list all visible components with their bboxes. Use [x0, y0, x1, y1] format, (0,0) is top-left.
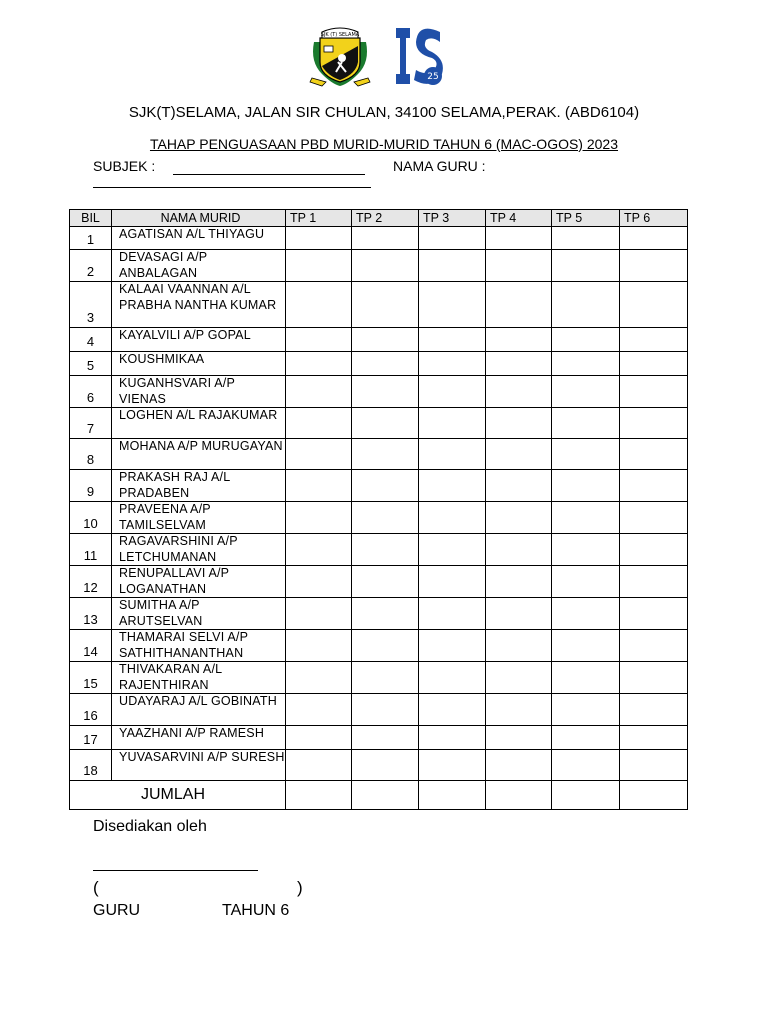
tp4-cell[interactable] [486, 534, 552, 566]
tp5-cell[interactable] [552, 662, 620, 694]
row-number: 13 [70, 598, 112, 630]
tp6-cell[interactable] [620, 439, 688, 470]
tp3-cell[interactable] [419, 566, 486, 598]
student-name: LOGHEN A/L RAJAKUMAR [112, 408, 286, 439]
table-row [70, 282, 688, 328]
tp1-cell[interactable] [286, 250, 352, 282]
name-paren-open: ( [93, 878, 99, 897]
tp2-cell[interactable] [352, 408, 419, 439]
tp1-cell[interactable] [286, 694, 352, 726]
svg-text:25: 25 [427, 72, 439, 82]
col-header-tp6: TP 6 [620, 210, 688, 227]
tp2-cell[interactable] [352, 352, 419, 376]
tp3-cell[interactable] [419, 282, 486, 328]
tp4-cell[interactable] [486, 726, 552, 750]
row-number: 4 [70, 328, 112, 352]
student-name: UDAYARAJ A/L GOBINATH [112, 694, 286, 726]
total-tp5-cell[interactable] [552, 781, 620, 810]
tp3-cell[interactable] [419, 328, 486, 352]
table-row [70, 662, 688, 694]
row-number: 8 [70, 439, 112, 470]
tp3-cell[interactable] [419, 630, 486, 662]
table-row [70, 534, 688, 566]
col-header-tp3: TP 3 [419, 210, 486, 227]
tp6-cell[interactable] [620, 534, 688, 566]
tp6-cell[interactable] [620, 598, 688, 630]
school-crest-logo [308, 22, 372, 88]
row-number: 15 [70, 662, 112, 694]
tp1-cell[interactable] [286, 502, 352, 534]
col-header-nama: NAMA MURID [112, 210, 286, 227]
col-header-tp5: TP 5 [552, 210, 620, 227]
row-number: 14 [70, 630, 112, 662]
row-number: 6 [70, 376, 112, 408]
tp5-cell[interactable] [552, 750, 620, 781]
row-number: 1 [70, 227, 112, 250]
total-row [70, 781, 688, 810]
tp6-cell[interactable] [620, 282, 688, 328]
tp5-cell[interactable] [552, 227, 620, 250]
nama-guru-label: NAMA GURU : [393, 158, 486, 174]
tp1-cell[interactable] [286, 376, 352, 408]
table-row [70, 502, 688, 534]
tp4-cell[interactable] [486, 470, 552, 502]
signature-line [93, 870, 258, 871]
tp5-cell[interactable] [552, 470, 620, 502]
tp4-cell[interactable] [486, 598, 552, 630]
tp2-cell[interactable] [352, 439, 419, 470]
row-number: 3 [70, 282, 112, 328]
student-table [69, 209, 688, 810]
tp3-cell[interactable] [419, 408, 486, 439]
student-name: KALAAI VAANNAN A/L PRABHA NANTHA KUMAR [112, 282, 286, 328]
tp2-cell[interactable] [352, 630, 419, 662]
tp5-cell[interactable] [552, 439, 620, 470]
row-number: 11 [70, 534, 112, 566]
student-name: DEVASAGI A/P ANBALAGAN [112, 250, 286, 282]
table-row [70, 726, 688, 750]
tp6-cell[interactable] [620, 566, 688, 598]
tp1-cell[interactable] [286, 227, 352, 250]
student-name: KOUSHMIKAA [112, 352, 286, 376]
tp2-cell[interactable] [352, 694, 419, 726]
tp2-cell[interactable] [352, 470, 419, 502]
tp2-cell[interactable] [352, 726, 419, 750]
tp6-cell[interactable] [620, 662, 688, 694]
student-name: RENUPALLAVI A/P LOGANATHAN [112, 566, 286, 598]
tp4-cell[interactable] [486, 694, 552, 726]
tp6-cell[interactable] [620, 408, 688, 439]
tp3-cell[interactable] [419, 470, 486, 502]
row-number: 16 [70, 694, 112, 726]
student-name: MOHANA A/P MURUGAYAN [112, 439, 286, 470]
student-name: AGATISAN A/L THIYAGU [112, 227, 286, 250]
tp2-cell[interactable] [352, 227, 419, 250]
student-name: KUGANHSVARI A/P VIENAS [112, 376, 286, 408]
tp2-cell[interactable] [352, 502, 419, 534]
tp5-cell[interactable] [552, 566, 620, 598]
tp6-cell[interactable] [620, 750, 688, 781]
tp2-cell[interactable] [352, 282, 419, 328]
tp5-cell[interactable] [552, 726, 620, 750]
student-name: PRAVEENA A/P TAMILSELVAM [112, 502, 286, 534]
table-row [70, 750, 688, 781]
tp2-cell[interactable] [352, 750, 419, 781]
student-name: THAMARAI SELVI A/P SATHITHANANTHAN [112, 630, 286, 662]
total-tp2-cell[interactable] [352, 781, 419, 810]
tp6-cell[interactable] [620, 352, 688, 376]
tp4-cell[interactable] [486, 502, 552, 534]
tp5-cell[interactable] [552, 534, 620, 566]
tp3-cell[interactable] [419, 750, 486, 781]
col-header-tp4: TP 4 [486, 210, 552, 227]
student-name: THIVAKARAN A/L RAJENTHIRAN [112, 662, 286, 694]
tp5-cell[interactable] [552, 630, 620, 662]
tp4-cell[interactable] [486, 328, 552, 352]
tp6-cell[interactable] [620, 630, 688, 662]
table-row [70, 630, 688, 662]
table-row [70, 408, 688, 439]
tp4-cell[interactable] [486, 227, 552, 250]
svg-text:SJK (T) SELAMA: SJK (T) SELAMA [320, 32, 360, 38]
col-header-tp1: TP 1 [286, 210, 352, 227]
table-header-row [70, 210, 688, 227]
tp4-cell[interactable] [486, 662, 552, 694]
col-header-bil: BIL [70, 210, 112, 227]
tp6-cell[interactable] [620, 726, 688, 750]
tp2-cell[interactable] [352, 534, 419, 566]
tp2-cell[interactable] [352, 328, 419, 352]
school-address: SJK(T)SELAMA, JALAN SIR CHULAN, 34100 SELAMA,PERAK. (ABD6104) [128, 104, 640, 121]
tp1-cell[interactable] [286, 726, 352, 750]
logo-bar [0, 22, 768, 92]
student-name: SUMITHA A/P ARUTSELVAN [112, 598, 286, 630]
tp4-cell[interactable] [486, 439, 552, 470]
tp3-cell[interactable] [419, 534, 486, 566]
row-number: 17 [70, 726, 112, 750]
tp2-cell[interactable] [352, 598, 419, 630]
tp5-cell[interactable] [552, 250, 620, 282]
tp3-cell[interactable] [419, 439, 486, 470]
tp6-cell[interactable] [620, 694, 688, 726]
tp4-cell[interactable] [486, 250, 552, 282]
table-row [70, 250, 688, 282]
tp3-cell[interactable] [419, 662, 486, 694]
tp4-cell[interactable] [486, 630, 552, 662]
tp6-cell[interactable] [620, 227, 688, 250]
table-row [70, 352, 688, 376]
tp5-cell[interactable] [552, 408, 620, 439]
tp1-cell[interactable] [286, 352, 352, 376]
total-tp4-cell[interactable] [486, 781, 552, 810]
total-tp3-cell[interactable] [419, 781, 486, 810]
name-paren-close: ) [297, 878, 303, 897]
student-name: YAAZHANI A/P RAMESH [112, 726, 286, 750]
tp1-cell[interactable] [286, 408, 352, 439]
tp3-cell[interactable] [419, 598, 486, 630]
table-row [70, 328, 688, 352]
tp5-cell[interactable] [552, 598, 620, 630]
tp3-cell[interactable] [419, 376, 486, 408]
student-name: KAYALVILI A/P GOPAL [112, 328, 286, 352]
tp2-cell[interactable] [352, 566, 419, 598]
student-name: YUVASARVINI A/P SURESH [112, 750, 286, 781]
student-name: RAGAVARSHINI A/P LETCHUMANAN [112, 534, 286, 566]
table-row [70, 439, 688, 470]
tp5-cell[interactable] [552, 376, 620, 408]
tp6-cell[interactable] [620, 328, 688, 352]
total-tp1-cell[interactable] [286, 781, 352, 810]
total-tp6-cell[interactable] [620, 781, 688, 810]
row-number: 5 [70, 352, 112, 376]
tp5-cell[interactable] [552, 502, 620, 534]
tp6-cell[interactable] [620, 376, 688, 408]
tahun-label: TAHUN 6 [222, 902, 290, 919]
row-number: 10 [70, 502, 112, 534]
tp4-cell[interactable] [486, 352, 552, 376]
form-title: TAHAP PENGUASAAN PBD MURID-MURID TAHUN 6 (MAC-OGOS) 2023 [149, 136, 619, 152]
total-label: JUMLAH [70, 781, 286, 810]
tp3-cell[interactable] [419, 250, 486, 282]
tp3-cell[interactable] [419, 352, 486, 376]
tp3-cell[interactable] [419, 726, 486, 750]
subjek-label: SUBJEK : [93, 158, 156, 174]
table-row [70, 376, 688, 408]
prepared-by-label: Disediakan oleh [93, 818, 207, 835]
tp4-cell[interactable] [486, 408, 552, 439]
table-row [70, 694, 688, 726]
tp1-cell[interactable] [286, 328, 352, 352]
student-name: PRAKASH RAJ A/L PRADABEN [112, 470, 286, 502]
tp5-cell[interactable] [552, 282, 620, 328]
tp6-cell[interactable] [620, 502, 688, 534]
tp4-cell[interactable] [486, 376, 552, 408]
tp1-cell[interactable] [286, 750, 352, 781]
tp5-cell[interactable] [552, 352, 620, 376]
row-number: 7 [70, 408, 112, 439]
tp4-cell[interactable] [486, 566, 552, 598]
tp1-cell[interactable] [286, 662, 352, 694]
table-row [70, 227, 688, 250]
tp1-cell[interactable] [286, 598, 352, 630]
table-row [70, 470, 688, 502]
table-row [70, 598, 688, 630]
nama-guru-blank-line [93, 187, 371, 188]
tp1-cell[interactable] [286, 282, 352, 328]
25-anniversary-logo [388, 24, 448, 88]
tp1-cell[interactable] [286, 470, 352, 502]
row-number: 12 [70, 566, 112, 598]
tp1-cell[interactable] [286, 534, 352, 566]
tp6-cell[interactable] [620, 250, 688, 282]
table-row [70, 566, 688, 598]
tp1-cell[interactable] [286, 439, 352, 470]
tp3-cell[interactable] [419, 502, 486, 534]
tp4-cell[interactable] [486, 282, 552, 328]
subjek-blank-line [173, 174, 365, 175]
tp5-cell[interactable] [552, 694, 620, 726]
row-number: 2 [70, 250, 112, 282]
tp3-cell[interactable] [419, 227, 486, 250]
row-number: 9 [70, 470, 112, 502]
tp5-cell[interactable] [552, 328, 620, 352]
tp1-cell[interactable] [286, 630, 352, 662]
tp2-cell[interactable] [352, 662, 419, 694]
guru-label: GURU [93, 902, 141, 919]
tp2-cell[interactable] [352, 250, 419, 282]
col-header-tp2: TP 2 [352, 210, 419, 227]
tp3-cell[interactable] [419, 694, 486, 726]
tp2-cell[interactable] [352, 376, 419, 408]
tp4-cell[interactable] [486, 750, 552, 781]
tp6-cell[interactable] [620, 470, 688, 502]
row-number: 18 [70, 750, 112, 781]
tp1-cell[interactable] [286, 566, 352, 598]
